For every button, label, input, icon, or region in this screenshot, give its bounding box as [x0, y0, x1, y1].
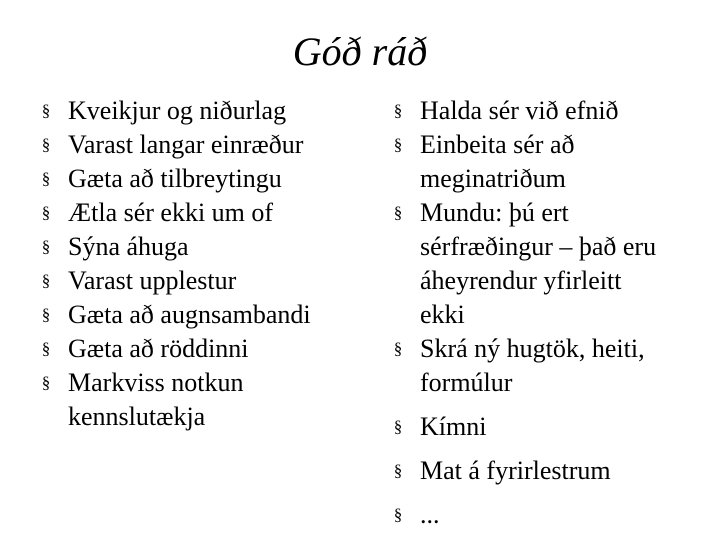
list-item	[390, 498, 715, 532]
list-item	[38, 230, 368, 264]
list-item-text: Markviss notkun kennslutækja	[68, 368, 244, 431]
list-item-text: Mat á fyrirlestrum	[420, 456, 611, 485]
bullet-icon: §	[41, 373, 51, 392]
list-item	[390, 410, 715, 444]
list-item-text: Kímni	[420, 412, 487, 441]
list-item-text: Varast upplestur	[68, 266, 237, 295]
bullet-icon: §	[41, 271, 51, 290]
list-item-text: Skrá ný hugtök, heiti, formúlur	[420, 334, 645, 397]
bullet-icon: §	[41, 101, 51, 120]
slide-title: Góð ráð	[292, 29, 428, 74]
list-item	[38, 366, 318, 434]
bullet-icon: §	[393, 417, 403, 436]
list-item-text: Einbeita sér að meginatriðum	[420, 130, 575, 193]
bullet-icon: §	[393, 505, 403, 524]
bullet-icon: §	[393, 203, 403, 222]
list-item	[38, 332, 368, 366]
right-bullet-list	[390, 94, 715, 532]
bullet-icon: §	[393, 101, 403, 120]
list-item	[390, 128, 620, 196]
bullet-icon: §	[393, 461, 403, 480]
bullet-icon: §	[41, 237, 51, 256]
list-item	[38, 162, 368, 196]
bullet-icon: §	[41, 305, 51, 324]
list-item	[38, 128, 368, 162]
list-item	[390, 94, 715, 128]
list-item-text: Gæta að röddinni	[68, 334, 249, 363]
list-item	[390, 454, 715, 488]
list-item	[390, 332, 720, 400]
list-item	[38, 264, 368, 298]
bullet-icon: §	[41, 203, 51, 222]
list-item	[38, 94, 368, 128]
list-item-text: Ætla sér ekki um of	[68, 198, 274, 227]
list-item-text: Halda sér við efnið	[420, 96, 619, 125]
list-item	[390, 196, 660, 332]
bullet-icon: §	[393, 135, 403, 154]
list-item	[38, 298, 368, 332]
left-bullet-list	[38, 94, 368, 434]
bullet-icon: §	[41, 169, 51, 188]
list-item-text: Gæta að augnsambandi	[68, 300, 311, 329]
bullet-icon: §	[41, 135, 51, 154]
list-item-text: Gæta að tilbreytingu	[68, 164, 282, 193]
list-item-text: Sýna áhuga	[68, 232, 189, 261]
list-item-text: Varast langar einræður	[68, 130, 304, 159]
list-item-text: Mundu: þú ert sérfræðingur – það eru áheyrendur yfirleitt ekki	[420, 198, 657, 329]
list-item	[38, 196, 368, 230]
bullet-icon: §	[393, 339, 403, 358]
list-item-text: Kveikjur og niðurlag	[68, 96, 287, 125]
bullet-icon: §	[41, 339, 51, 358]
list-item-text: ...	[420, 500, 440, 529]
